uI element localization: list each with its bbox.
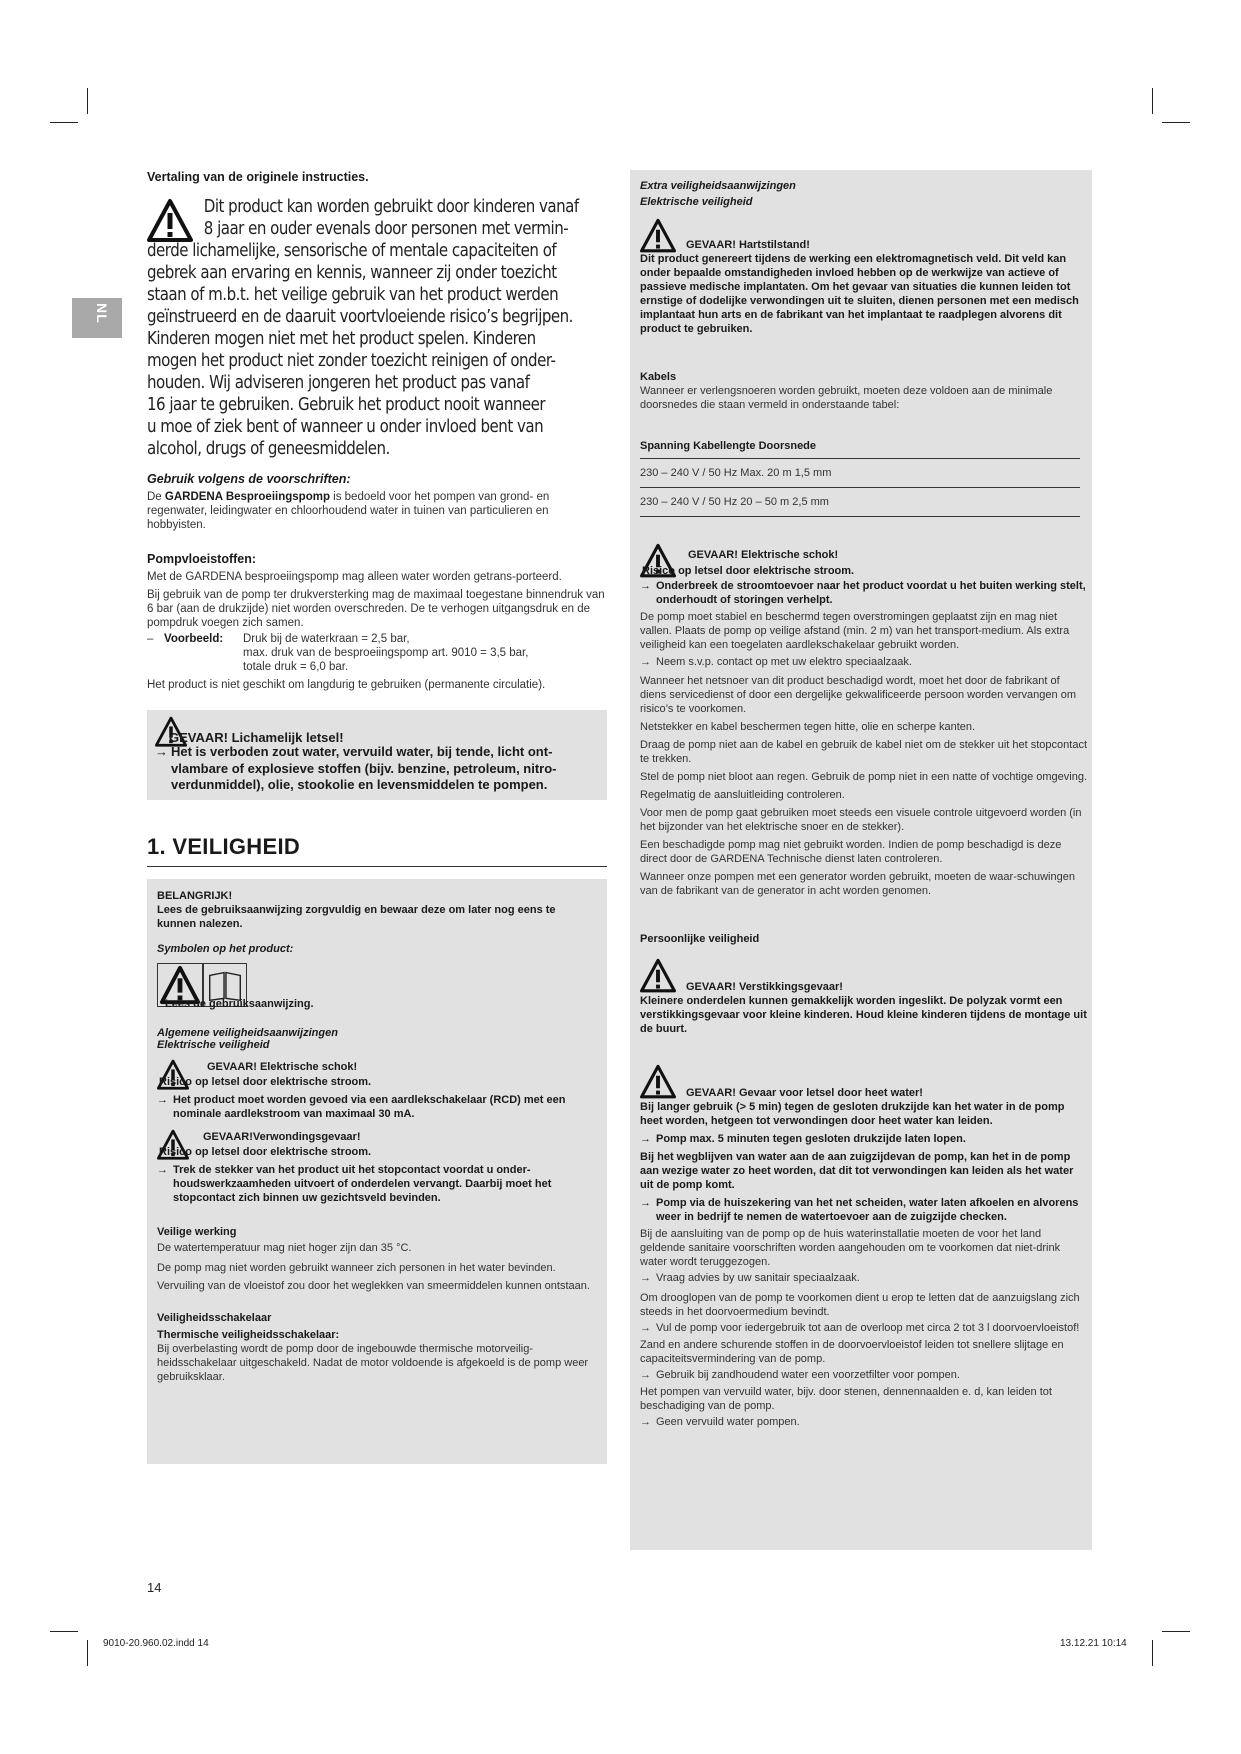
fluids-paragraph: Met de GARDENA besproeiingspomp mag alleen water worden getrans-porteerd. xyxy=(147,571,562,583)
choke-warning xyxy=(640,958,1088,994)
right-column xyxy=(630,170,1092,1550)
warning-triangle-icon xyxy=(640,218,676,254)
intro-line: u moe of ziek bent of wanneer u onder invloed bent van xyxy=(147,417,544,437)
shock-arrow-item xyxy=(157,1093,597,1121)
shock2-arrow-item xyxy=(640,579,1088,607)
installation-arrow-item xyxy=(640,1368,1088,1382)
warning-triangle-icon xyxy=(640,958,676,994)
intro-block xyxy=(147,196,607,466)
example-line: Druk bij de waterkraan = 2,5 bar, xyxy=(243,633,410,645)
arrow-icon: → xyxy=(155,744,168,759)
injury-arrow-item xyxy=(155,744,599,794)
warning-triangle-icon xyxy=(640,1064,676,1100)
crop-mark xyxy=(1162,122,1190,123)
electrical-paragraph: Stel de pomp niet bloot aan regen. Gebruik de pomp niet in een natte of vochtige omgeving. xyxy=(640,771,1088,783)
heart-warning xyxy=(640,218,1088,252)
thermal-title: Thermische veiligheidsschakelaar: xyxy=(157,1328,340,1341)
installation-paragraph: Het pompen van vervuild water, bijv. door stenen, dennennaalden e. d, kan leiden tot beschadiging van de pomp. xyxy=(640,1386,1052,1412)
electrical-paragraph: Wanneer onze pompen met een generator worden gebruikt, moeten de waar-schuwingen van de fabrikant van de generator in acht worden genomen. xyxy=(640,871,1075,897)
intro-line: 16 jaar te gebruiken. Gebruik het product nooit wanneer xyxy=(147,395,546,415)
shock2-subtitle: Risico op letsel door elektrische stroom. xyxy=(642,565,855,577)
intro-line: gebrek aan ervaring en kennis, wanneer zij onder toezicht xyxy=(147,263,557,283)
intro-line: derde lichamelijke, sensorische of mentale capaciteiten of xyxy=(147,241,557,261)
intro-line: Dit product kan worden gebruikt door kinderen vanaf xyxy=(203,197,579,217)
usage-text-post: is bedoeld voor het pompen van grond- en regenwater, leidingwater en chloorhoudend water in tuinen van particulieren en hobbyisten. xyxy=(147,491,550,531)
fluids-paragraph: Bij gebruik van de pomp ter drukversterking mag de maximaal toegestane binnendruk van 6 bar (aan de drukzijde) niet worden overschreden. De te verhogen uitgangsdruk en de pompdruk voegen zich samen. xyxy=(147,589,605,629)
cables-text: Wanneer er verlengsnoeren worden gebruikt, moeten deze voldoen aan de minimale doorsnedes die staan vermeld in onderstaande tabel: xyxy=(640,385,1053,411)
footer-date: 13.12.21 10:14 xyxy=(1060,1638,1127,1649)
crop-mark xyxy=(50,122,78,123)
intro-line: geïnstrueerd en de daaruit voortvloeiende risico’s begrijpen. xyxy=(147,307,573,327)
crop-mark xyxy=(1162,1631,1190,1632)
heart-title: GEVAAR! Hartstilstand! xyxy=(686,239,810,251)
wound-arrow-text: Trek de stekker van het product uit het stopcontact voordat u onder-houdswerkzaamheden uitvoert of onderdelen vervangt. Daarbij moet het stopcontact zich binnen uw gezichtsveld bevinden. xyxy=(173,1163,552,1204)
safety-box xyxy=(147,879,607,1464)
arrow-icon: → xyxy=(640,1322,651,1334)
important-text: Lees de gebruiksaanwijzing zorgvuldig en bewaar deze om later nog eens te kunnen nalezen. xyxy=(157,903,556,930)
fluids-paragraph: Het product is niet geschikt om langdurig te gebruiken (permanente circulatie). xyxy=(147,679,546,691)
translation-title: Vertaling van de originele instructies. xyxy=(147,170,369,184)
installation-arrow-text: Geen vervuild water pompen. xyxy=(656,1416,800,1428)
table-row xyxy=(640,488,1080,517)
crop-mark xyxy=(87,88,88,114)
hot-water-arrow-text: Pomp max. 5 minuten tegen gesloten drukzijde laten lopen. xyxy=(656,1133,966,1145)
shock-arrow-text: Het product moet worden gevoed via een aardlekschakelaar (RCD) met een nominale aardlekstroom van maximaal 30 mA. xyxy=(173,1093,566,1120)
crop-mark xyxy=(1152,1640,1153,1666)
installation-paragraph: Om drooglopen van de pomp te voorkomen dient u erop te letten dat de aanzuigslang zich steeds in het doorvoermedium bevindt. xyxy=(640,1292,1080,1318)
intro-line: staan of m.b.t. het veilige gebruik van het product werden xyxy=(147,285,559,305)
arrow-icon: → xyxy=(640,580,651,592)
installation-paragraph: Bij de aansluiting van de pomp op de huis waterinstallatie moeten de voor het land geldende sanitaire voorschriften worden aangehouden om te voorkomen dat niet-drink water wordt teruggezogen. xyxy=(640,1228,1061,1268)
arrow-icon: → xyxy=(640,1272,651,1284)
example-label: Voorbeeld: xyxy=(164,633,224,645)
arrow-icon: → xyxy=(157,1163,168,1176)
table-cell xyxy=(640,488,1080,517)
heart-text: Dit product genereert tijdens de werking een elektromagnetisch veld. Dit veld kan onder bepaalde omstandigheden invloed hebben op de werkwijze van actieve of passieve medische implantaten. Om het gevaar van situaties die kunnen leiden tot ernstige of dodelijke verwondingen uit te sluiten, dienen personen met een medisch implantaat hun arts en de fabrikant van het implantaat te raadplegen alvorens dit product te gebruiken. xyxy=(640,253,1079,335)
shock2-arrow-text: Onderbreek de stroomtoevoer naar het product voordat u het buiten werking stelt, onderhoudt of storingen verhelpt. xyxy=(656,580,1086,606)
crop-mark xyxy=(1152,88,1153,114)
shock-warning xyxy=(157,1059,597,1089)
table-cell-text: 230 – 240 V / 50 Hz 20 – 50 m 2,5 mm xyxy=(640,496,829,508)
hot-water-text: Bij het wegblijven van water aan de aan zuigzijdevan de pomp, kan het in de pomp aan wezige water zo heet worden, dat dit tot verwondingen kan leiden als het water uit de pomp komt. xyxy=(640,1151,1074,1191)
important-title: BELANGRIJK! xyxy=(157,889,233,902)
example-line: max. druk van de besproeiingspomp art. 9010 = 3,5 bar, xyxy=(243,647,529,659)
choke-text: Kleinere onderdelen kunnen gemakkelijk worden ingeslikt. De polyzak vormt een verstikkingsgevaar voor kleine kinderen. Houd kleine kinderen tijdens de montage uit de buurt. xyxy=(640,995,1087,1035)
crop-mark xyxy=(87,1640,88,1666)
arrow-icon: → xyxy=(640,656,651,668)
wound-warning xyxy=(157,1129,597,1159)
electrical-title: Elektrische veiligheid xyxy=(640,196,753,208)
cables-title: Kabels xyxy=(640,371,677,383)
electrical-paragraph: Draag de pomp niet aan de kabel en gebruik de kabel niet om de stekker uit het stopcontact te trekken. xyxy=(640,739,1088,765)
table-header-row xyxy=(640,438,1080,459)
installation-arrow-text: Vul de pomp voor iedergebruik tot aan de overloop met circa 2 tot 3 l doorvoervloeistof! xyxy=(656,1322,1080,1334)
shock2-warning xyxy=(640,547,1088,577)
general-title: Algemene veiligheidsaanwijzingen xyxy=(157,1026,338,1039)
intro-line: Kinderen mogen niet met het product spelen. Kinderen xyxy=(147,329,536,349)
wound-title: GEVAAR!Verwondingsgevaar! xyxy=(203,1130,361,1143)
page-number: 14 xyxy=(147,1580,162,1595)
injury-text: Het is verboden zout water, vervuild water, bij tende, licht ont-vlambare of explosieve stoffen (bijv. benzine, petroleum, nitro-verdunmiddel), olie, stookolie en levensmiddelen te pompen. xyxy=(171,744,557,792)
section-title: 1. VEILIGHEID xyxy=(147,833,301,859)
hot-water-arrow-text: Pomp via de huiszekering van het net scheiden, water laten afkoelen en alvorens weer in bedrijf te nemen de watertoevoer aan de zuigzijde checken. xyxy=(656,1197,1079,1223)
installation-arrow-text: Gebruik bij zandhoudend water een voorzetfilter voor pompen. xyxy=(656,1369,960,1381)
hot-water-title: GEVAAR! Gevaar voor letsel door heet water! xyxy=(686,1087,923,1099)
example-dash: – xyxy=(147,633,154,645)
safe-paragraph: De pomp mag niet worden gebruikt wanneer zich personen in het water bevinden. xyxy=(157,1261,556,1274)
electrical-arrow-item xyxy=(640,655,1088,669)
intro-text xyxy=(147,196,607,460)
cable-table xyxy=(640,438,1080,517)
electrical-paragraph: Netstekker en kabel beschermen tegen hitte, olie en scherpe kanten. xyxy=(640,721,976,733)
table-cell xyxy=(640,459,1080,488)
hot-water-warning xyxy=(640,1064,1088,1100)
usage-text-pre: De xyxy=(147,491,165,503)
electrical-arrow-text: Neem s.v.p. contact op met uw elektro speciaalzaak. xyxy=(656,656,912,668)
safe-operation-title: Veilige werking xyxy=(157,1225,237,1238)
shock-title: GEVAAR! Elektrische schok! xyxy=(207,1060,358,1073)
example-block xyxy=(147,632,607,674)
usage-text xyxy=(147,490,607,532)
arrow-icon: → xyxy=(640,1369,651,1381)
electrical-paragraph: Voor men de pomp gaat gebruiken moet steeds een visuele controle uitgevoerd worden (in het bijzonder van het elektrische snoer en de stekker). xyxy=(640,807,1082,833)
section-heading xyxy=(147,834,607,867)
example-line: totale druk = 6,0 bar. xyxy=(243,661,349,673)
extra-title: Extra veiligheidsaanwijzingen xyxy=(640,180,796,192)
arrow-icon: → xyxy=(640,1416,651,1428)
table-row xyxy=(640,459,1080,488)
personal-safety-title: Persoonlijke veiligheid xyxy=(640,933,760,945)
switch-title: Veiligheidsschakelaar xyxy=(157,1311,272,1324)
shock-subtitle: Risico op letsel door elektrische stroom. xyxy=(159,1075,372,1088)
fluids-title: Pompvloeistoffen: xyxy=(147,552,257,566)
symbols-row xyxy=(157,963,597,1015)
electrical-paragraph: Regelmatig de aansluitleiding controleren. xyxy=(640,789,845,801)
hot-water-arrow-item xyxy=(640,1132,1088,1146)
electrical-title: Elektrische veiligheid xyxy=(157,1038,270,1051)
hot-water-arrow-item xyxy=(640,1196,1088,1224)
safe-paragraph: De watertemperatuur mag niet hoger zijn dan 35 °C. xyxy=(157,1241,412,1254)
crop-mark xyxy=(50,1631,78,1632)
installation-arrow-item xyxy=(640,1271,1088,1285)
installation-arrow-item xyxy=(640,1415,1088,1429)
language-tab xyxy=(72,298,122,338)
electrical-paragraph: De pomp moet stabiel en beschermd tegen overstromingen geplaatst zijn en mag niet vallen. Plaats de pomp op veilige afstand (min. 2 m) van het transport-medium. Als extra veiligheid kan een toegelaten aardlekschakelaar gebruikt worden. xyxy=(640,611,1070,651)
table-cell-text: 230 – 240 V / 50 Hz Max. 20 m 1,5 mm xyxy=(640,467,832,479)
footer-file: 9010-20.960.02.indd 14 xyxy=(103,1638,209,1649)
installation-arrow-text: Vraag advies by uw sanitair speciaalzaak. xyxy=(656,1272,860,1284)
arrow-icon: → xyxy=(640,1197,651,1209)
injury-warning-box xyxy=(147,710,607,800)
table-header: Spanning Kabellengte Doorsnede xyxy=(640,438,1080,459)
intro-line: alcohol, drugs of geneesmiddelen. xyxy=(147,439,390,459)
wound-subtitle: Risico op letsel door elektrische stroom. xyxy=(159,1145,372,1158)
usage-text-product: GARDENA Besproeiingspomp xyxy=(164,491,330,503)
wound-arrow-item xyxy=(157,1163,597,1205)
symbols-title: Symbolen op het product: xyxy=(157,942,294,955)
usage-title: Gebruik volgens de voorschriften: xyxy=(147,472,351,486)
arrow-icon: → xyxy=(157,1093,168,1106)
intro-line: mogen het product niet zonder toezicht reinigen of onder- xyxy=(147,351,556,371)
symbols-caption: Lees de gebruiksaanwijzing. xyxy=(165,997,314,1010)
electrical-paragraph: Wanneer het netsnoer van dit product beschadigd wordt, moet het door de fabrikant of diens servicedienst of door een dergelijke gekwalificeerde persoon worden vervangen om risico’s te voorkomen. xyxy=(640,675,1076,715)
installation-arrow-item xyxy=(640,1321,1088,1335)
intro-line: houden. Wij adviseren jongeren het product pas vanaf xyxy=(147,373,530,393)
arrow-icon: → xyxy=(640,1133,651,1145)
electrical-paragraph: Een beschadigde pomp mag niet gebruikt worden. Indien de pomp beschadigd is deze direct door de GARDENA Technische dienst laten controleren. xyxy=(640,839,1062,865)
intro-line: 8 jaar en ouder evenals door personen met vermin- xyxy=(203,219,569,239)
hot-water-text: Bij langer gebruik (> 5 min) tegen de gesloten drukzijde kan het water in de pomp heet worden, hetgeen tot verwondingen door heet water kan leiden. xyxy=(640,1101,1065,1127)
left-column xyxy=(147,170,607,1464)
shock2-title: GEVAAR! Elektrische schok! xyxy=(688,549,839,561)
thermal-text: Bij overbelasting wordt de pomp door de ingebouwde thermische motorveilig-heidsschakelaar uitgeschakeld. Nadat de motor voldoende is afgekoeld is de pomp weer gebruiksklaar. xyxy=(157,1342,589,1383)
choke-title: GEVAAR! Verstikkingsgevaar! xyxy=(686,981,843,993)
safe-paragraph: Vervuiling van de vloeistof zou door het weglekken van smeermiddelen kunnen ontstaan. xyxy=(157,1279,590,1292)
language-tab-label: NL xyxy=(94,303,110,324)
injury-title: GEVAAR! Lichamelijk letsel! xyxy=(169,730,344,745)
installation-paragraph: Zand en andere schurende stoffen in de doorvoervloeistof leiden tot snellere slijtage en capaciteitsvermindering van de pomp. xyxy=(640,1339,1064,1365)
